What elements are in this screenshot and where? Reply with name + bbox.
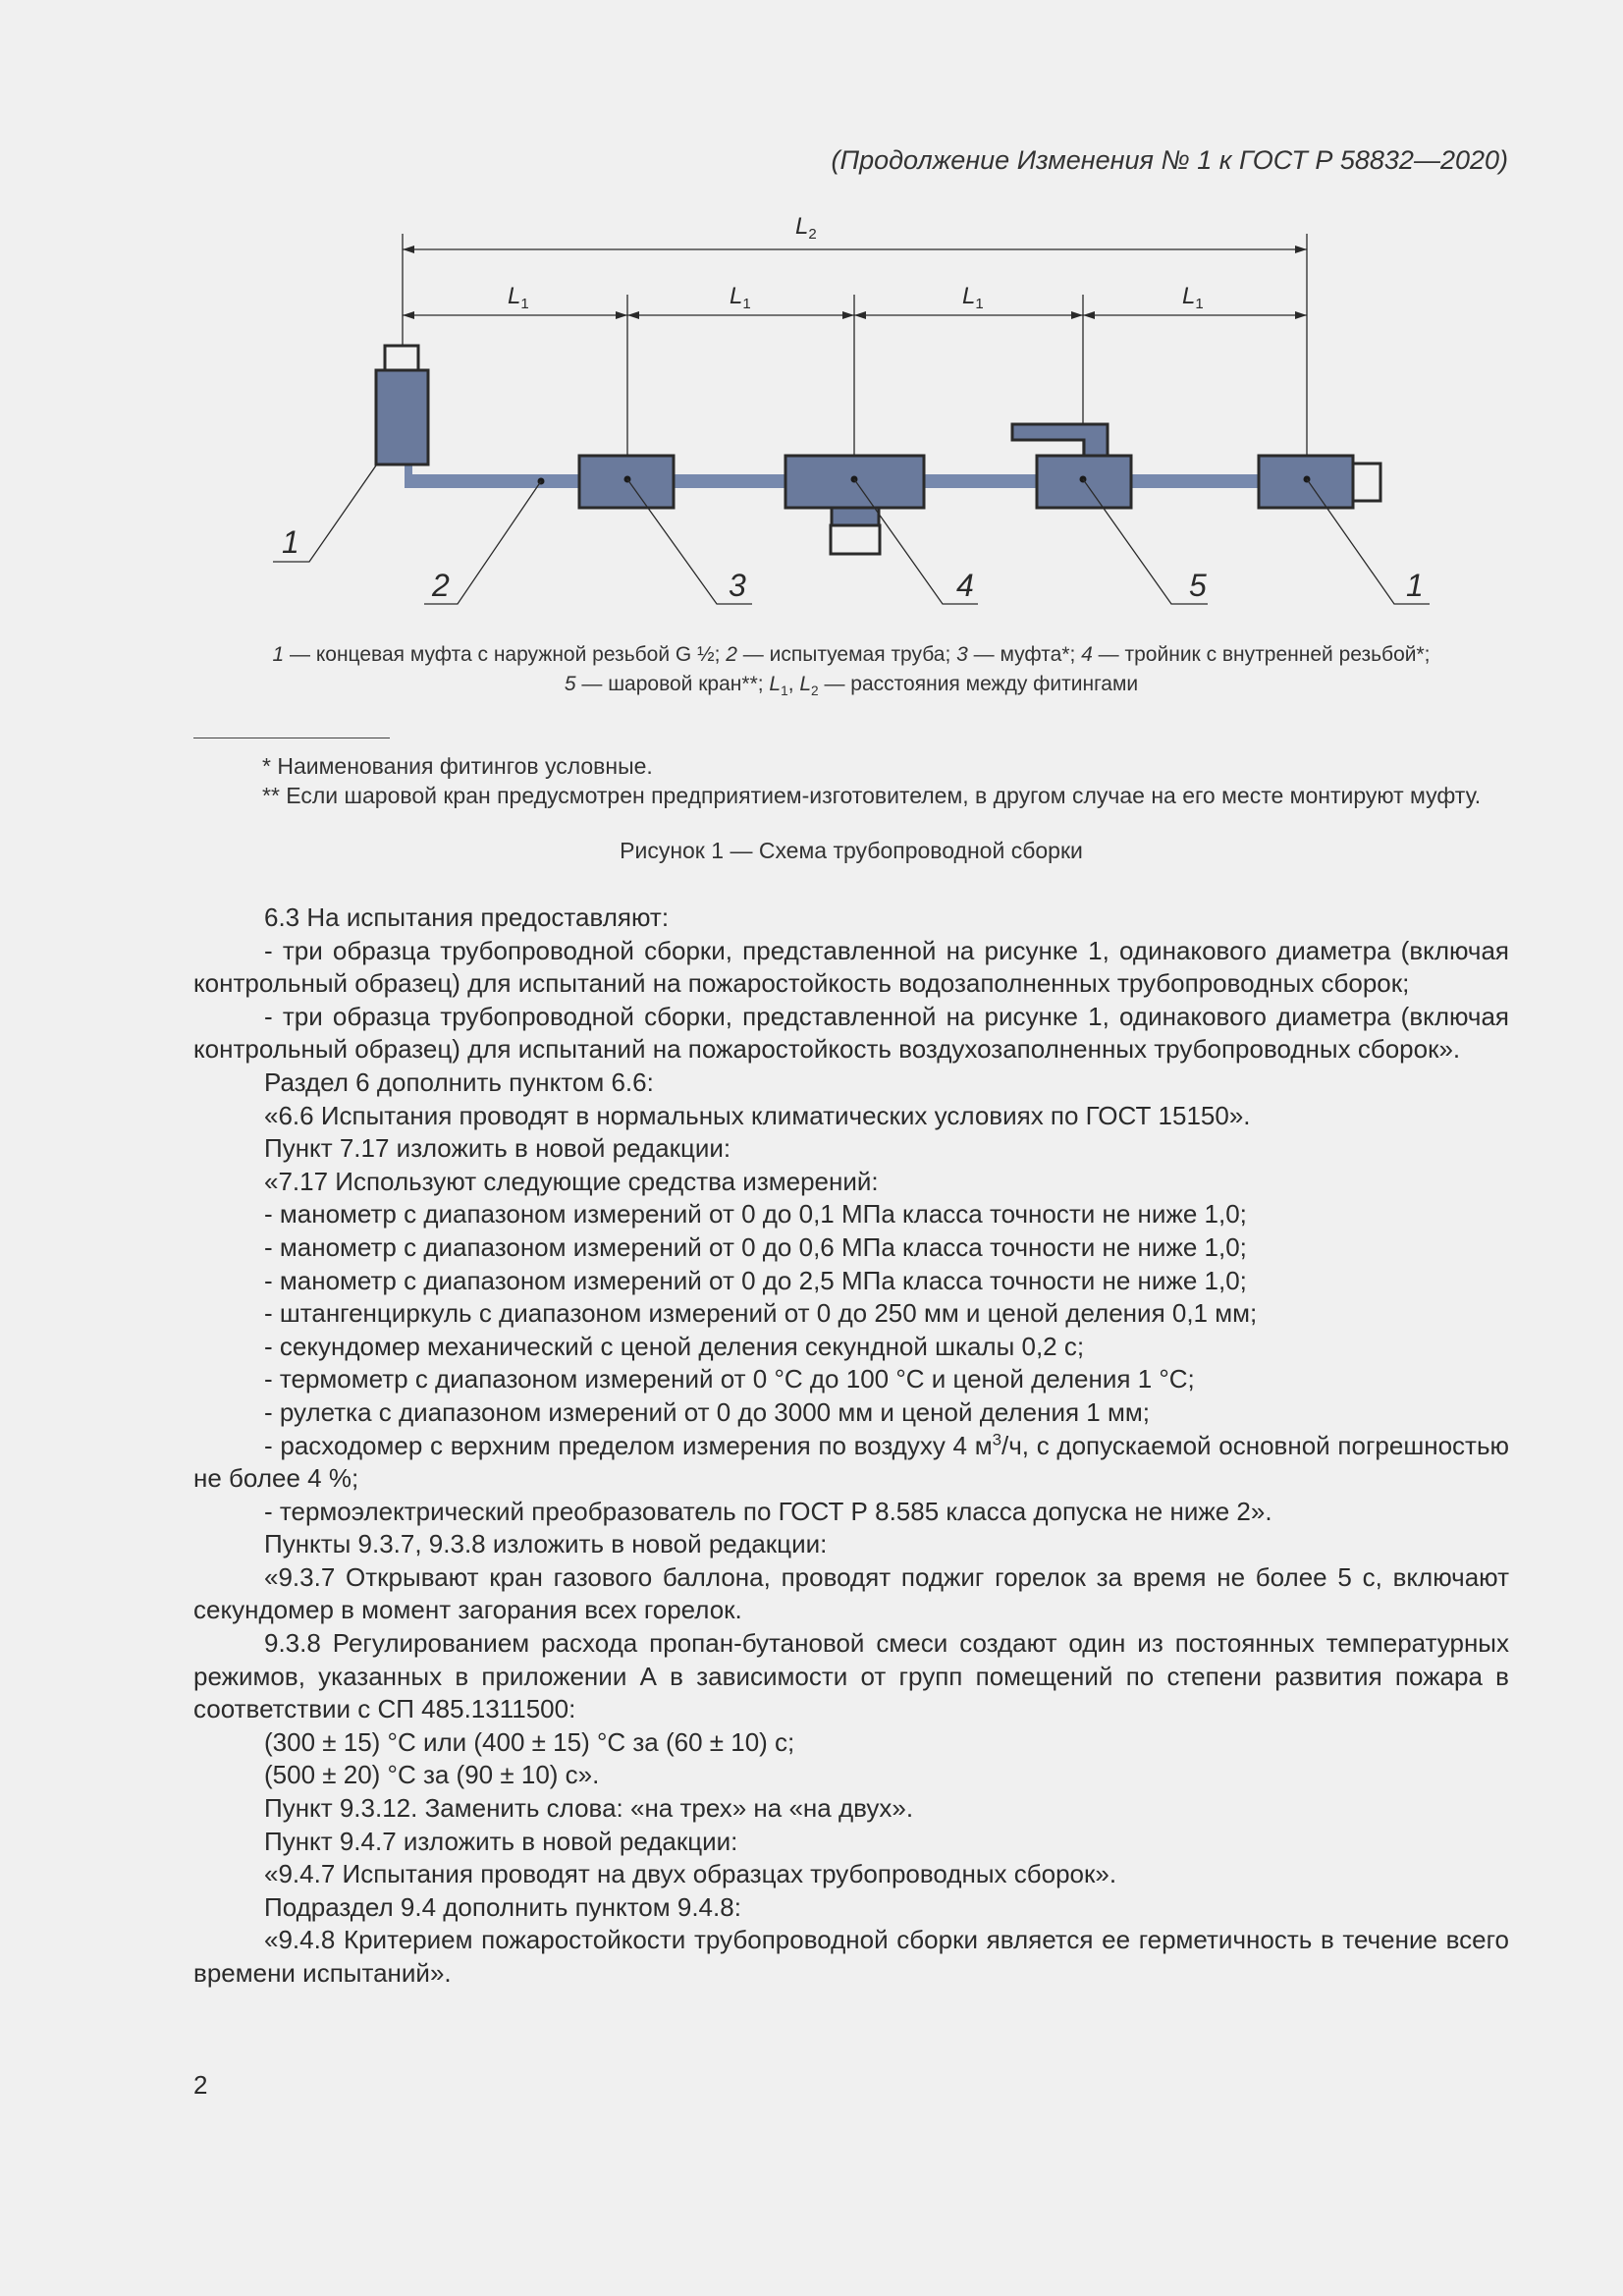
paragraph: - рулетка с диапазоном измерений от 0 до 3000 мм и ценой деления 1 мм; — [264, 1396, 1150, 1427]
callout-1-left: 1 — [282, 524, 299, 560]
ball-valve — [1012, 424, 1131, 508]
footnotes — [193, 751, 1509, 810]
paragraph: «7.17 Используют следующие средства измерений: — [264, 1166, 879, 1196]
end-coupling-left — [376, 346, 428, 465]
paragraph: - штангенциркуль с диапазоном измерений от 0 до 250 мм и ценой деления 0,1 мм; — [264, 1298, 1258, 1329]
paragraph: Пункт 9.3.12. Заменить слова: «на трех» на «на двух». — [264, 1793, 914, 1824]
tee-fitting — [785, 456, 924, 554]
paragraph: - термоэлектрический преобразователь по ГОСТ Р 8.585 класса допуска не ниже 2». — [264, 1496, 1272, 1526]
dim-label-l2: $L_2$ — [795, 213, 817, 243]
figure-legend — [193, 640, 1509, 699]
paragraph: - манометр с диапазоном измерений от 0 до 0,6 МПа класса точности не ниже 1,0; — [264, 1231, 1247, 1262]
paragraph: Подраздел 9.4 дополнить пунктом 9.4.8: — [264, 1891, 741, 1922]
end-coupling-right — [1259, 456, 1380, 508]
body-text — [193, 902, 1509, 1991]
callout-2: 2 — [432, 568, 450, 603]
paragraph: «9.4.8 Критерием пожаростойкости трубопроводной сборки является ее герметичность в течение всего времени испытаний». — [193, 1925, 1509, 1988]
paragraph: - три образца трубопроводной сборки, представленной на рисунке 1, одинакового диаметра (включая контрольный образец) для испытаний на пожаростойкость водозаполненных трубопроводных сборок; — [193, 935, 1509, 999]
dim-label-l1-d: $L_1$ — [1182, 283, 1204, 312]
paragraph-flow-meter: - расходомер с верхним пределом измерения по воздуху 4 $м^3/ч$, с допускаемой основной погрешностью не более 4 %; — [193, 1429, 1509, 1494]
paragraph: «9.4.7 Испытания проводят на двух образцах трубопроводных сборок». — [264, 1859, 1117, 1889]
callout-3: 3 — [729, 568, 746, 603]
paragraph: 6.3 На испытания предоставляют: — [264, 902, 670, 932]
paragraph: Пункт 9.4.7 изложить в новой редакции: — [264, 1826, 738, 1856]
paragraph: - манометр с диапазоном измерений от 0 до 2,5 МПа класса точности не ниже 1,0; — [264, 1265, 1247, 1295]
paragraph: Пункт 7.17 изложить в новой редакции: — [264, 1133, 731, 1164]
page-number: 2 — [193, 2070, 208, 2100]
pipeline-assembly-diagram — [0, 201, 1623, 633]
dim-label-l1-c: $L_1$ — [962, 283, 984, 312]
paragraph: (300 ± 15) °С или (400 ± 15) °С за (60 ± 10) с; — [264, 1726, 795, 1757]
legend-line-1: 1 — концевая муфта с наружной резьбой G ½; 2 — испытуемая труба; 3 — муфта*; 4 — тройник с внутренней резьбой*; — [272, 643, 1431, 666]
footnote-2: ** Если шаровой кран предусмотрен предприятием-изготовителем, в другом случае на его месте монтируют муфту. — [262, 783, 1482, 808]
dim-label-l1-a: $L_1$ — [508, 283, 529, 312]
paragraph: 9.3.8 Регулированием расхода пропан-бутановой смеси создают один из постоянных температурных режимов, указанных в приложении А в зависимости от групп помещений по степени развития пожара в соответствии с СП 485.1311500: — [193, 1628, 1509, 1724]
paragraph: Пункты 9.3.7, 9.3.8 изложить в новой редакции: — [264, 1529, 828, 1559]
paragraph: - манометр с диапазоном измерений от 0 до 0,1 МПа класса точности не ниже 1,0; — [264, 1199, 1247, 1230]
paragraph: Раздел 6 дополнить пунктом 6.6: — [264, 1066, 654, 1097]
paragraph: «6.6 Испытания проводят в нормальных климатических условиях по ГОСТ 15150». — [264, 1100, 1251, 1130]
paragraph: «9.3.7 Открывают кран газового баллона, проводят поджиг горелок за время не более 5 с, включают секундомер в момент загорания всех горелок. — [193, 1561, 1509, 1625]
paragraph: - термометр с диапазоном измерений от 0 °С до 100 °С и ценой деления 1 °С; — [264, 1364, 1195, 1394]
extension-lines — [403, 234, 1307, 473]
callout-1-right: 1 — [1406, 568, 1424, 603]
figure-title: Рисунок 1 — Схема трубопроводной сборки — [620, 838, 1083, 863]
footnote-1: * Наименования фитингов условные. — [262, 753, 653, 779]
legend-line-2: 5 — шаровой кран**; $L_1$, $L_2$ — расстояния между фитингами — [564, 673, 1139, 699]
paragraph: - секундомер механический с ценой деления секундной шкалы 0,2 с; — [264, 1331, 1085, 1361]
callout-5: 5 — [1189, 568, 1207, 603]
dim-label-l1-b: $L_1$ — [730, 283, 751, 312]
page-header: (Продолжение Изменения № 1 к ГОСТ Р 58832—2020) — [831, 145, 1508, 175]
paragraph: - три образца трубопроводной сборки, представленной на рисунке 1, одинакового диаметра (включая контрольный образец) для испытаний на пожаростойкость воздухозаполненных трубопроводных сборок». — [193, 1001, 1509, 1065]
callout-4: 4 — [956, 568, 974, 603]
paragraph: (500 ± 20) °С за (90 ± 10) с». — [264, 1760, 600, 1790]
